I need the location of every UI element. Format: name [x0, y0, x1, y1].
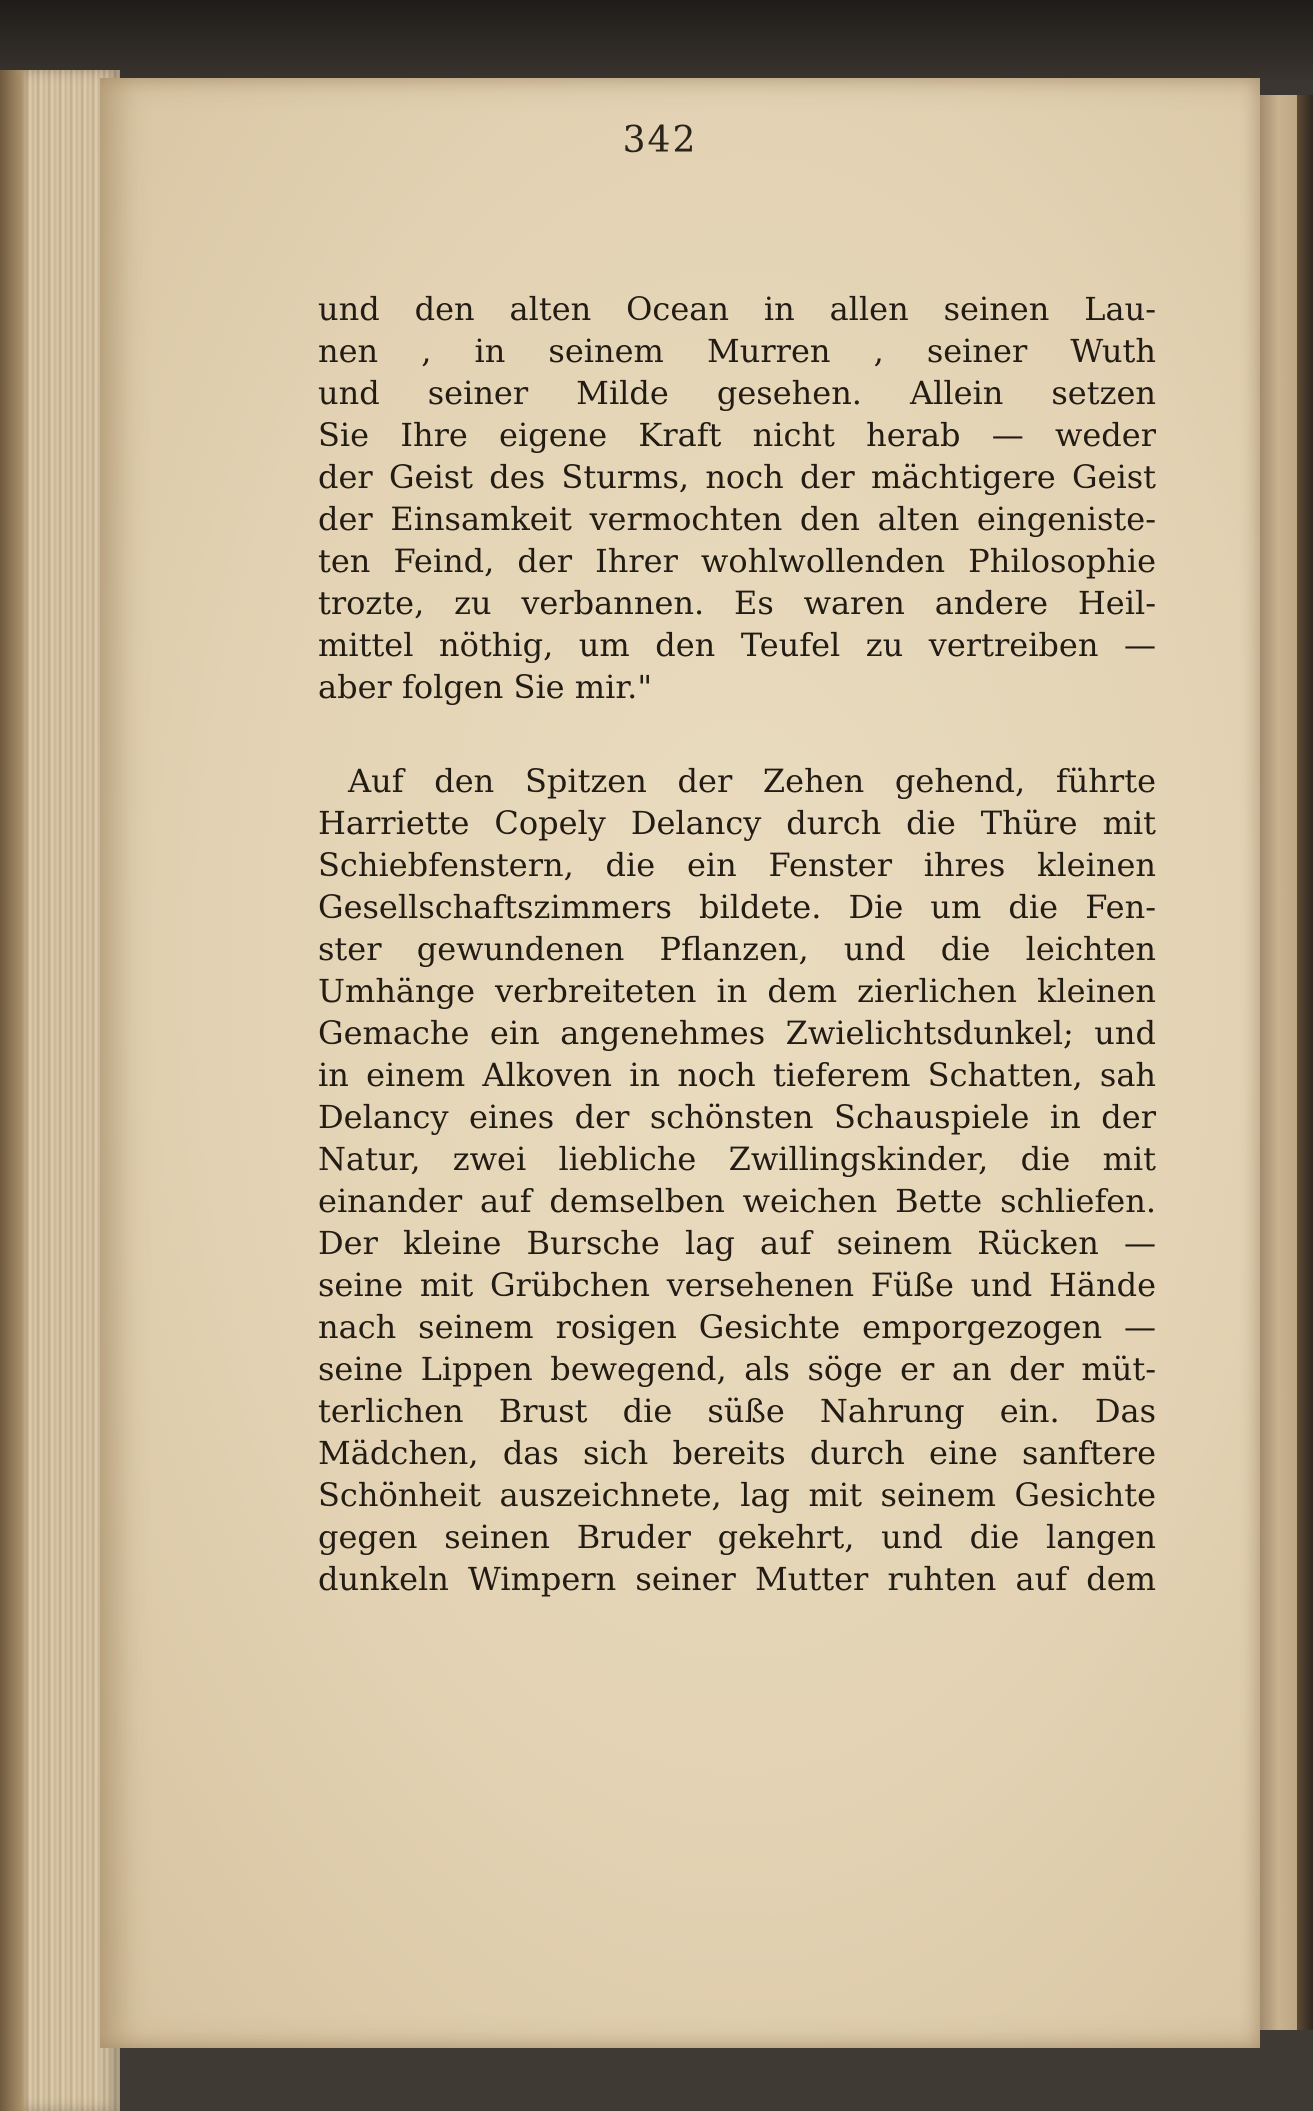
- text-line: Mädchen, das sich bereits durch eine sanftere: [318, 1434, 1156, 1472]
- text-line: Harriette Copely Delancy durch die Thüre mit: [318, 804, 1156, 842]
- paragraph-2: [318, 760, 1156, 1600]
- text-line: Sie Ihre eigene Kraft nicht herab — weder: [318, 416, 1156, 454]
- text-line: und den alten Ocean in allen seinen Lau-: [318, 290, 1156, 328]
- text-line: Delancy eines der schönsten Schauspiele in der: [318, 1098, 1156, 1136]
- text-line: Schönheit auszeichnete, lag mit seinem Gesichte: [318, 1476, 1156, 1514]
- text-line: in einem Alkoven in noch tieferem Schatten, sah: [318, 1056, 1156, 1094]
- text-line: trozte, zu verbannen. Es waren andere Heil-: [318, 584, 1156, 622]
- book-cover-edge: [0, 0, 1313, 80]
- text-line: einander auf demselben weichen Bette schliefen.: [318, 1182, 1156, 1220]
- text-line: und seiner Milde gesehen. Allein setzen: [318, 374, 1156, 412]
- text-line: Umhänge verbreiteten in dem zierlichen kleinen: [318, 972, 1156, 1010]
- text-line: der Einsamkeit vermochten den alten eingeniste-: [318, 500, 1156, 538]
- text-line: seine Lippen bewegend, als söge er an der müt-: [318, 1350, 1156, 1388]
- text-line: Auf den Spitzen der Zehen gehend, führte: [348, 762, 1156, 800]
- text-line: Gesellschaftszimmers bildete. Die um die Fen-: [318, 888, 1156, 926]
- text-line: Der kleine Bursche lag auf seinem Rücken —: [318, 1224, 1156, 1262]
- page-number: 342: [622, 120, 698, 161]
- text-line: seine mit Grübchen versehenen Füße und Hände: [318, 1266, 1156, 1304]
- text-line: terlichen Brust die süße Nahrung ein. Das: [318, 1392, 1156, 1430]
- text-line: der Geist des Sturms, noch der mächtigere Geist: [318, 458, 1156, 496]
- text-line: aber folgen Sie mir.": [318, 668, 653, 706]
- text-line: mittel nöthig, um den Teufel zu vertreiben —: [318, 626, 1156, 664]
- text-line: ten Feind, der Ihrer wohlwollenden Philosophie: [318, 542, 1156, 580]
- text-line: Gemache ein angenehmes Zwielichtsdunkel; und: [318, 1014, 1156, 1052]
- text-line: dunkeln Wimpern seiner Mutter ruhten auf dem: [318, 1560, 1156, 1598]
- paragraph-1: [318, 288, 1156, 708]
- text-line: Natur, zwei liebliche Zwillingskinder, die mit: [318, 1140, 1156, 1178]
- text-line: nach seinem rosigen Gesichte emporgezogen —: [318, 1308, 1156, 1346]
- text-line: gegen seinen Bruder gekehrt, und die langen: [318, 1518, 1156, 1556]
- text-line: Schiebfenstern, die ein Fenster ihres kleinen: [318, 846, 1156, 884]
- text-line: nen , in seinem Murren , seiner Wuth: [318, 332, 1156, 370]
- right-page-edge: [1256, 95, 1313, 2030]
- text-line: ster gewundenen Pflanzen, und die leichten: [318, 930, 1156, 968]
